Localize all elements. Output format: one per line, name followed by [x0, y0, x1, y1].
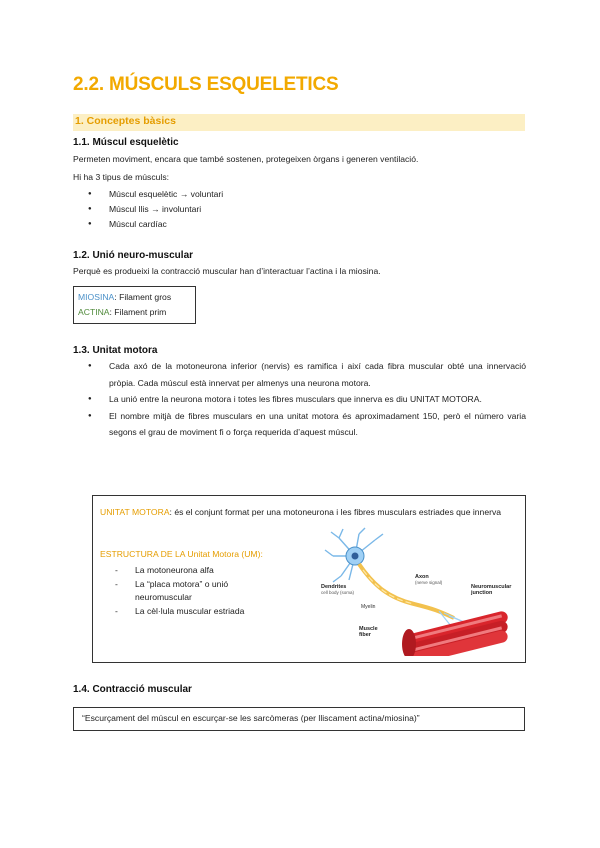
motor-unit-list [88, 358, 526, 441]
list-item: ● Múscul esquelètic → voluntari [88, 187, 223, 202]
intro-1-1: Hi ha 3 tipus de músculs: [73, 172, 170, 182]
list-item: ● El nombre mitjà de fibres musculars en una unitat motora és aproximadament 150, però el número varia segons el grau de moviment fi o força requerida d’aquest múscul. [88, 408, 526, 441]
label-nmj: Neuromuscular [471, 584, 512, 590]
label-dendrites: Dendrites [321, 584, 347, 590]
structure-title: ESTRUCTURA DE LA Unitat Motora (UM): [100, 549, 263, 559]
miosina-text: : Filament gros [114, 292, 172, 302]
nucleus [352, 553, 359, 560]
list-item: ● Múscul llis → involuntari [88, 202, 223, 217]
definition-text: : és el conjunt format per una motoneurona i les fibres musculars estriades que innerva [169, 507, 502, 517]
list-item: ● La unió entre la neurona motora i totes les fibres musculars que innerva es diu UNITAT MOTORA. [88, 391, 526, 408]
actina-text: : Filament prim [109, 307, 167, 317]
list-item: - La cèl·lula muscular estriada [115, 605, 245, 616]
definition-label: UNITAT MOTORA [100, 507, 170, 517]
paragraph-1-2: Perquè es produeixi la contracció muscular han d’interactuar l’actina i la miosina. [73, 266, 381, 276]
motor-unit-box [92, 495, 526, 663]
actina-label: ACTINA [78, 307, 110, 317]
label-nmj-2: junction [471, 590, 493, 596]
label-axon-sub: (nerve signal) [415, 580, 443, 585]
muscle-fiber [402, 610, 509, 656]
page-title: 2.2. MÚSCULS ESQUELETICS [73, 74, 339, 95]
heading-1-4: 1.4. Contracció muscular [73, 684, 192, 695]
section-title: 1. Conceptes bàsics [75, 115, 176, 127]
miosina-label: MIOSINA [78, 292, 115, 302]
list-item: ● Múscul cardíac [88, 217, 223, 232]
label-dendrites-sub: cell body (soma) [321, 590, 355, 595]
definition [100, 505, 510, 519]
muscle-types-list [88, 187, 223, 232]
list-item: - La “placa motora” o unió neuromuscular [115, 578, 229, 602]
contraction-quote-box [73, 707, 525, 731]
motor-unit-illustration [319, 526, 519, 656]
filaments-box [73, 286, 196, 324]
heading-1-3: 1.3. Unitat motora [73, 345, 158, 356]
contraction-quote: “Escurçament del múscul en escurçar-se les sarcòmeras (per lliscament actina/miosina)” [82, 713, 420, 723]
structure-list [115, 564, 305, 618]
list-item: - La motoneurona alfa [115, 565, 214, 575]
label-myelin: Myelin [361, 604, 376, 610]
heading-1-1: 1.1. Múscul esquelètic [73, 137, 179, 148]
label-axon: Axon [415, 574, 429, 580]
heading-1-2: 1.2. Unió neuro-muscular [73, 250, 194, 261]
paragraph-1-1: Permeten moviment, encara que també sostenen, protegeixen òrgans i generen ventilació. [73, 154, 419, 164]
myelin [363, 570, 414, 604]
label-muscle-2: fiber [359, 632, 371, 638]
label-muscle: Muscle [359, 626, 378, 632]
list-item: ● Cada axó de la motoneurona inferior (nervis) es ramifica i així cada fibra muscular obté una innervació pròpia. Cada múscul està innervat per almenys una neurona motora. [88, 358, 526, 391]
